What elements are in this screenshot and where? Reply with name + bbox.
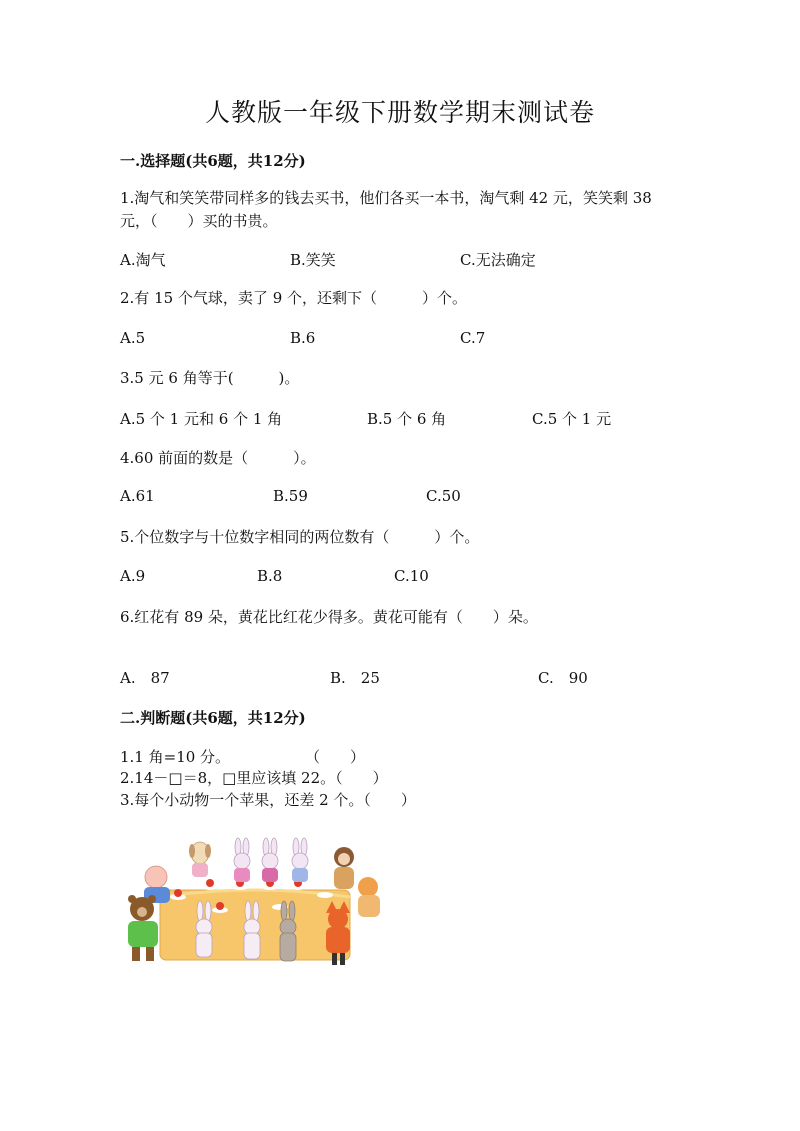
animals-at-table-illustration	[120, 835, 390, 975]
q5-option-c: C.10	[394, 567, 429, 585]
q5-option-b: B.8	[257, 567, 283, 585]
q6-option-b: B. 25	[330, 669, 380, 687]
question-1: 1.淘气和笑笑带同样多的钱去买书，他们各买一本书，淘气剩 42 元，笑笑剩 38 元，（ ）买的书贵。	[120, 189, 652, 230]
q3-option-a: A.5 个 1 元和 6 个 1 角	[120, 410, 283, 428]
judgment-item-3: 3.每个小动物一个苹果，还差 2 个。（ ）	[120, 791, 416, 809]
q4-option-a: A.61	[120, 487, 155, 505]
judgment-item-1: 1.1 角=10 分。 （ ）	[120, 748, 366, 766]
q1-option-c: C.无法确定	[460, 251, 536, 269]
q3-option-c: C.5 个 1 元	[532, 410, 612, 428]
q2-option-b: B.6	[290, 329, 316, 347]
q6-option-c: C. 90	[538, 669, 588, 687]
question-5: 5.个位数字与十位数字相同的两位数有（ ）个。	[120, 528, 480, 546]
section-heading-judgment: 二.判断题(共6题，共12分)	[120, 709, 306, 727]
page-title: 人教版一年级下册数学期末测试卷	[204, 98, 595, 127]
question-6: 6.红花有 89 朵，黄花比红花少得多。黄花可能有（ ）朵。	[120, 608, 538, 626]
q4-option-c: C.50	[426, 487, 461, 505]
question-2: 2.有 15 个气球，卖了 9 个，还剩下（ ）个。	[120, 289, 468, 307]
question-4: 4.60 前面的数是（ ）。	[120, 449, 316, 467]
section-heading-choice: 一.选择题(共6题，共12分)	[120, 152, 306, 170]
q5-option-a: A.9	[120, 567, 146, 585]
q2-option-a: A.5	[120, 329, 146, 347]
question-3: 3.5 元 6 角等于( )。	[120, 369, 300, 387]
q6-option-a: A. 87	[120, 669, 170, 687]
q3-option-b: B.5 个 6 角	[367, 410, 447, 428]
q4-option-b: B.59	[273, 487, 308, 505]
judgment-item-2: 2.14－□＝8，□里应该填 22。（ ）	[120, 769, 388, 787]
q1-option-b: B.笑笑	[290, 251, 336, 269]
q2-option-c: C.7	[460, 329, 486, 347]
q1-option-a: A.淘气	[120, 251, 166, 269]
